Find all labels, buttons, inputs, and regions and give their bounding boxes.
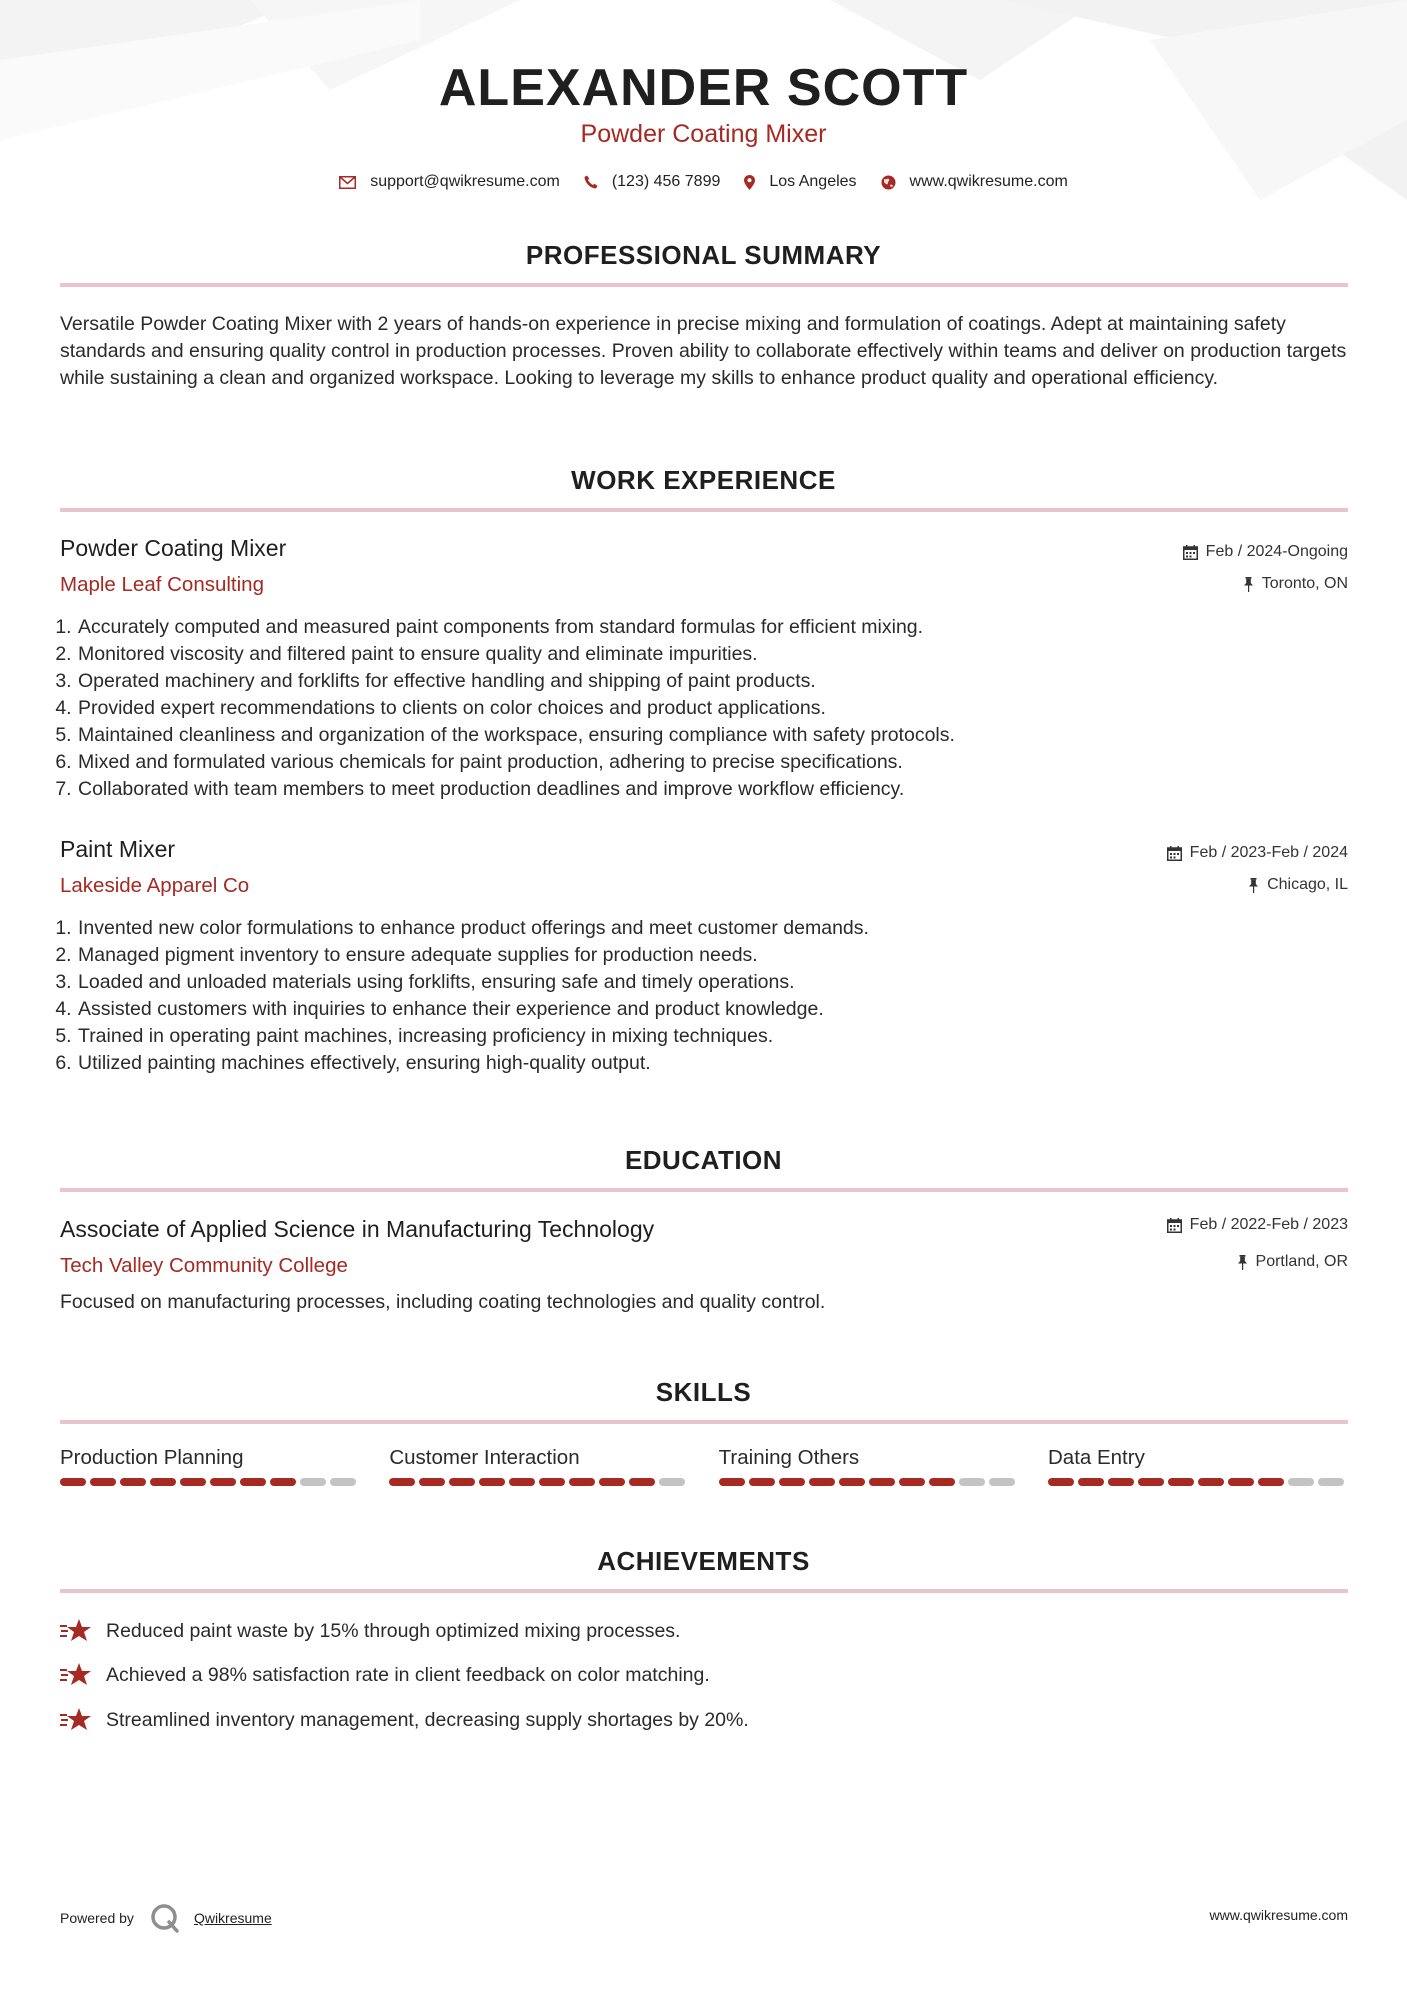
phone-icon: [584, 175, 598, 189]
list-item: 7. Collaborated with team members to meet production deadlines and improve workflow efficiency.: [77, 776, 1347, 803]
skill-dot-filled: [1108, 1478, 1134, 1486]
calendar-icon: [1167, 846, 1182, 861]
section-divider: [60, 508, 1348, 512]
skill-dot-filled: [479, 1478, 505, 1486]
skill-dot-filled: [929, 1478, 955, 1486]
skill-dot-filled: [629, 1478, 655, 1486]
contact-email-text: support@qwikresume.com: [370, 173, 560, 190]
contact-phone[interactable]: [584, 173, 721, 191]
job-dates-text: Feb / 2024-Ongoing: [1205, 543, 1348, 560]
job-company: Maple Leaf Consulting: [60, 573, 264, 596]
contact-phone-text: (123) 456 7899: [611, 173, 721, 190]
pushpin-icon: [1237, 1255, 1248, 1270]
map-pin-icon: [744, 175, 755, 190]
list-item: 3. Loaded and unloaded materials using forklifts, ensuring safe and timely operations.: [77, 969, 1347, 996]
skill-item: [719, 1446, 1019, 1486]
skill-dot-filled: [419, 1478, 445, 1486]
achievement-item: [60, 1618, 680, 1644]
skill-rating: [389, 1478, 689, 1486]
education-dates: [1167, 1216, 1348, 1234]
brand-link[interactable]: Qwikresume: [193, 1910, 272, 1926]
star-award-icon: [60, 1618, 92, 1644]
education-location-text: Portland, OR: [1255, 1253, 1348, 1270]
skill-dot-filled: [1048, 1478, 1074, 1486]
skill-dot-empty: [659, 1478, 685, 1486]
pushpin-icon: [1248, 878, 1259, 893]
skill-dot-filled: [779, 1478, 805, 1486]
skill-name: Training Others: [718, 1446, 860, 1469]
skill-dot-filled: [1198, 1478, 1224, 1486]
footer-powered-by: [60, 1903, 272, 1933]
skill-dot-filled: [389, 1478, 415, 1486]
skill-dot-filled: [719, 1478, 745, 1486]
skill-dot-filled: [599, 1478, 625, 1486]
globe-icon: [881, 175, 896, 190]
section-title-achievements: ACHIEVEMENTS: [597, 1546, 810, 1576]
contact-bar: [0, 173, 1407, 191]
skill-name: Data Entry: [1047, 1446, 1145, 1469]
skill-dot-filled: [1258, 1478, 1284, 1486]
achievement-item: [60, 1662, 710, 1688]
skill-dot-empty: [1318, 1478, 1344, 1486]
section-divider: [60, 1188, 1348, 1192]
skill-dot-empty: [959, 1478, 985, 1486]
pushpin-icon: [1243, 577, 1254, 592]
footer-website[interactable]: www.qwikresume.com: [1209, 1907, 1348, 1923]
skill-dot-filled: [839, 1478, 865, 1486]
job-bullets: [60, 614, 1347, 803]
skill-dot-empty: [330, 1478, 356, 1486]
education-description: Focused on manufacturing processes, including coating technologies and quality control.: [60, 1291, 826, 1313]
list-item: 5. Trained in operating paint machines, increasing proficiency in mixing techniques.: [77, 1023, 1347, 1050]
skill-dot-filled: [449, 1478, 475, 1486]
skill-rating: [719, 1478, 1019, 1486]
list-item: 2. Managed pigment inventory to ensure adequate supplies for production needs.: [77, 942, 1347, 969]
skill-dot-filled: [539, 1478, 565, 1486]
section-title-summary: PROFESSIONAL SUMMARY: [525, 240, 882, 270]
job-dates: [1167, 844, 1348, 862]
list-item: 1. Invented new color formulations to enhance product offerings and meet customer demands.: [77, 915, 1347, 942]
skill-dot-filled: [150, 1478, 176, 1486]
education-degree: Associate of Applied Science in Manufacturing Technology: [60, 1216, 655, 1242]
job-dates-text: Feb / 2023-Feb / 2024: [1189, 844, 1348, 861]
star-award-icon: [60, 1662, 92, 1688]
powered-by-label: Powered by: [60, 1910, 134, 1926]
education-location: [1237, 1253, 1348, 1271]
skill-name: Production Planning: [60, 1446, 244, 1469]
skill-dot-filled: [1078, 1478, 1104, 1486]
skill-dot-filled: [210, 1478, 236, 1486]
education-school: Tech Valley Community College: [60, 1254, 348, 1277]
candidate-title: Powder Coating Mixer: [580, 120, 827, 148]
job-title: Powder Coating Mixer: [60, 535, 287, 561]
skill-dot-filled: [749, 1478, 775, 1486]
skill-rating: [1048, 1478, 1348, 1486]
contact-website[interactable]: [881, 173, 1068, 191]
section-title-education: EDUCATION: [624, 1145, 783, 1175]
job-dates: [1183, 543, 1348, 561]
achievement-text: Streamlined inventory management, decreasing supply shortages by 20%.: [106, 1708, 749, 1731]
achievement-text: Achieved a 98% satisfaction rate in client feedback on color matching.: [106, 1663, 710, 1686]
contact-location-text: Los Angeles: [769, 173, 857, 190]
skill-dot-filled: [240, 1478, 266, 1486]
skill-dot-filled: [1168, 1478, 1194, 1486]
job-location-text: Chicago, IL: [1267, 876, 1348, 893]
summary-text: Versatile Powder Coating Mixer with 2 years of hands-on experience in precise mixing and formulation of coatings. Adept at maintaining safety standards and ensuring quality control in production processes. Proven ability to collaborate effectively within teams and deliver on production targets while sustaining a clean and organized workspace. Looking to leverage my skills to enhance product quality and operational efficiency.: [60, 313, 1347, 389]
achievement-item: [60, 1707, 749, 1733]
job-title: Paint Mixer: [60, 836, 176, 862]
list-item: 6. Mixed and formulated various chemicals for paint production, adhering to precise specifications.: [77, 749, 1347, 776]
skill-dot-filled: [509, 1478, 535, 1486]
job-location-text: Toronto, ON: [1261, 575, 1348, 592]
skill-dot-filled: [270, 1478, 296, 1486]
qwikresume-logo-icon: [150, 1903, 180, 1933]
skill-dot-filled: [180, 1478, 206, 1486]
skill-rating: [60, 1478, 360, 1486]
skill-dot-empty: [1288, 1478, 1314, 1486]
skill-name: Customer Interaction: [389, 1446, 580, 1469]
skills-grid: [60, 1446, 1348, 1486]
job-company: Lakeside Apparel Co: [60, 874, 250, 897]
skill-dot-filled: [569, 1478, 595, 1486]
job-bullets: [60, 915, 1347, 1077]
section-divider: [60, 283, 1348, 287]
list-item: 2. Monitored viscosity and filtered paint to ensure quality and eliminate impurities.: [77, 641, 1347, 668]
achievement-text: Reduced paint waste by 15% through optimized mixing processes.: [106, 1619, 681, 1642]
skill-dot-empty: [989, 1478, 1015, 1486]
skill-dot-filled: [1138, 1478, 1164, 1486]
envelope-icon: [339, 176, 356, 189]
skill-item: [389, 1446, 689, 1486]
job-location: [1243, 575, 1348, 593]
calendar-icon: [1183, 545, 1198, 560]
skill-item: [60, 1446, 360, 1486]
contact-email[interactable]: [339, 173, 560, 191]
skill-dot-filled: [869, 1478, 895, 1486]
contact-location: [744, 173, 856, 191]
list-item: 1. Accurately computed and measured paint components from standard formulas for efficient mixing.: [77, 614, 1347, 641]
skill-dot-empty: [300, 1478, 326, 1486]
list-item: 5. Maintained cleanliness and organization of the workspace, ensuring compliance with safety protocols.: [77, 722, 1347, 749]
job-location: [1248, 876, 1348, 894]
skill-dot-filled: [809, 1478, 835, 1486]
skill-dot-filled: [1228, 1478, 1254, 1486]
skill-dot-filled: [120, 1478, 146, 1486]
section-title-experience: WORK EXPERIENCE: [571, 465, 836, 495]
list-item: 4. Assisted customers with inquiries to enhance their experience and product knowledge.: [77, 996, 1347, 1023]
candidate-name: ALEXANDER SCOTT: [438, 59, 969, 117]
list-item: 3. Operated machinery and forklifts for effective handling and shipping of paint products.: [77, 668, 1347, 695]
skill-dot-filled: [899, 1478, 925, 1486]
contact-website-text: www.qwikresume.com: [909, 173, 1068, 190]
skill-dot-filled: [90, 1478, 116, 1486]
education-dates-text: Feb / 2022-Feb / 2023: [1189, 1216, 1348, 1233]
section-title-skills: SKILLS: [655, 1377, 752, 1407]
calendar-icon: [1167, 1218, 1182, 1233]
skill-dot-filled: [60, 1478, 86, 1486]
list-item: 6. Utilized painting machines effectively, ensuring high-quality output.: [77, 1050, 1347, 1077]
skill-item: [1048, 1446, 1348, 1486]
section-divider: [60, 1420, 1348, 1424]
section-divider: [60, 1589, 1348, 1593]
list-item: 4. Provided expert recommendations to clients on color choices and product applications.: [77, 695, 1347, 722]
star-award-icon: [60, 1707, 92, 1733]
